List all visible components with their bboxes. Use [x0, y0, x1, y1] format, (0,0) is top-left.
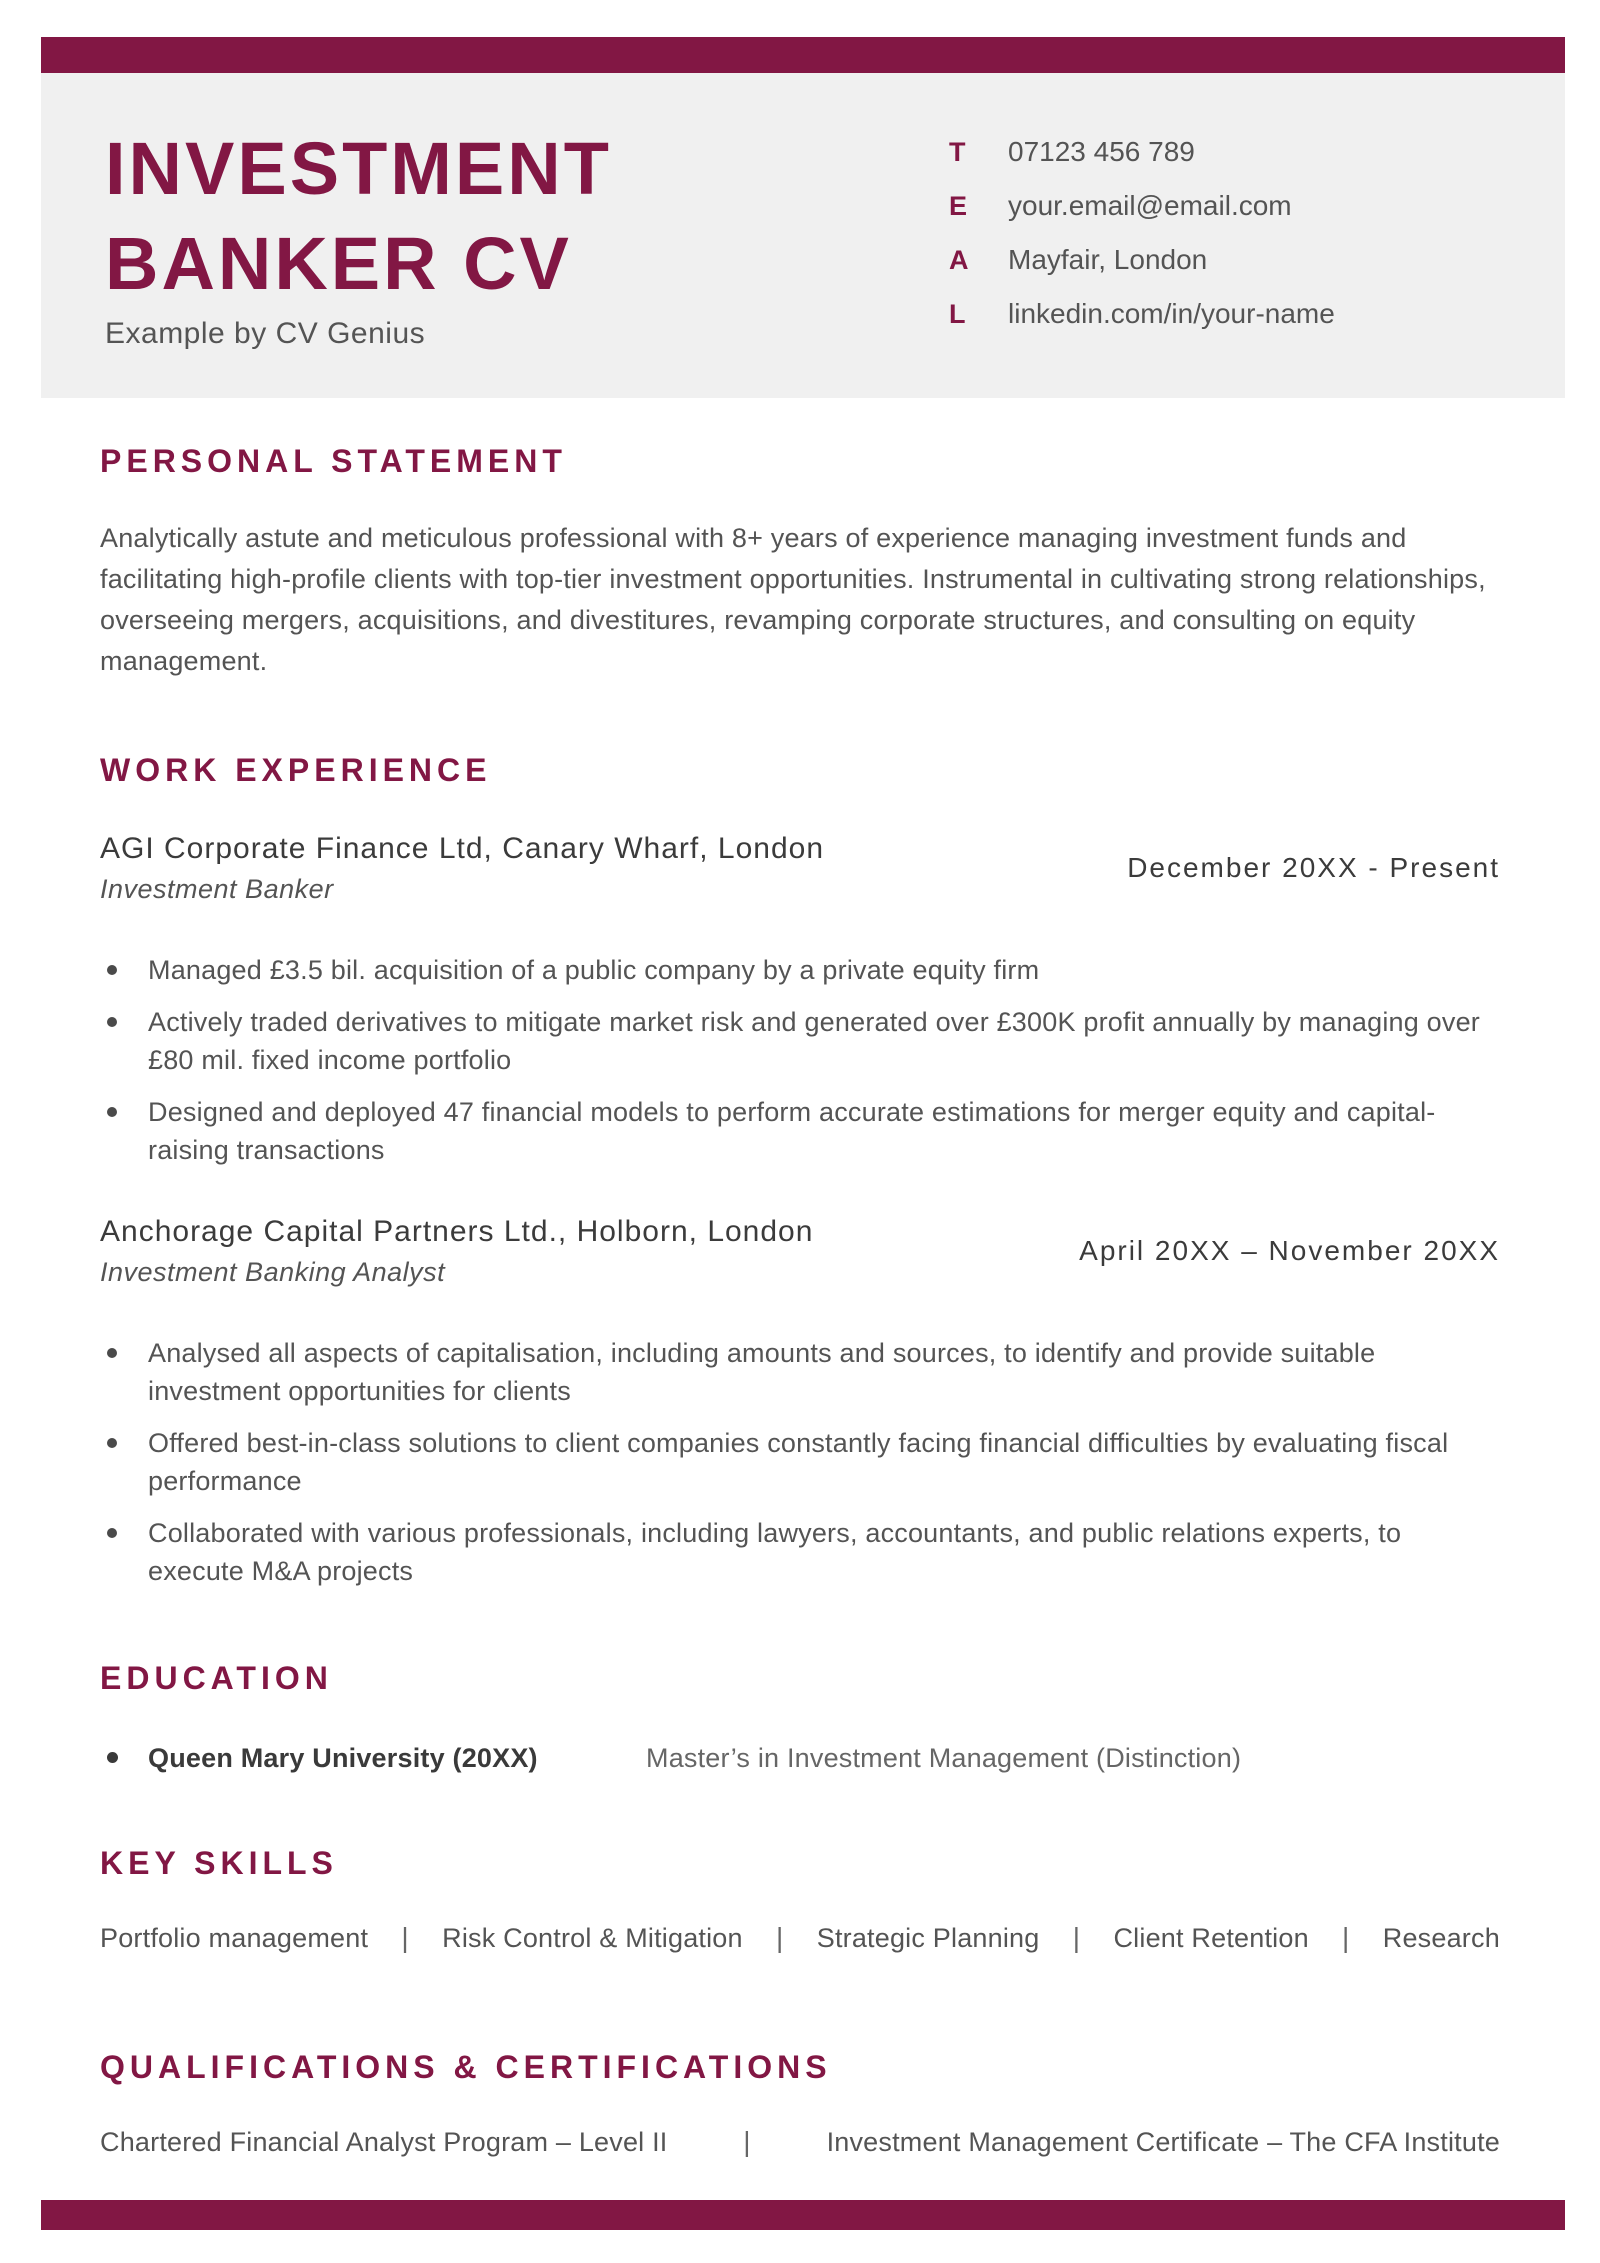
personal-statement-text: Analytically astute and meticulous professional with 8+ years of experience managing investment funds and facilitating high-profile clients with top-tier investment opportunities. Instrumental in cultivating strong relationships, overseeing mergers, acquisitions, and divestitures, revamping corporate structures, and consulting on equity management. [100, 523, 1486, 676]
job-header [100, 831, 1500, 905]
section-qualifications [100, 2046, 1500, 2159]
section-personal-statement [100, 440, 1500, 682]
qualification-item: Investment Management Certificate – The CFA Institute [826, 2127, 1500, 2157]
contact-list [949, 135, 1335, 351]
contact-value: Mayfair, London [1008, 244, 1208, 275]
bullet-item: Analysed all aspects of capitalisation, including amounts and sources, to identify and provide suitable investment opportunities for clients [100, 1334, 1500, 1410]
skill-item: Client Retention [1113, 1923, 1309, 1953]
job-role: Investment Banker [100, 874, 334, 904]
contact-row [949, 189, 1335, 223]
section-work-experience [100, 749, 1500, 1590]
education-institution: Queen Mary University (20XX) [148, 1743, 538, 1773]
bullet-item: Actively traded derivatives to mitigate market risk and generated over £300K profit annually by managing over £80 mil. fixed income portfolio [100, 1003, 1500, 1079]
qualifications-heading: QUALIFICATIONS & CERTIFICATIONS [100, 2049, 832, 2085]
qualification-item: Chartered Financial Analyst Program – Level II [100, 2127, 668, 2157]
bullet-item: Managed £3.5 bil. acquisition of a public company by a private equity firm [100, 951, 1500, 989]
key-skills-list [100, 1921, 1500, 1955]
contact-label: A [949, 245, 969, 275]
job-title-block [100, 831, 824, 905]
job-entry [100, 831, 1500, 1169]
personal-statement-heading: PERSONAL STATEMENT [100, 443, 567, 479]
qualifications-list [100, 2125, 1500, 2159]
title-line-2: BANKER CV [105, 222, 572, 305]
education-heading: EDUCATION [100, 1660, 333, 1696]
section-key-skills [100, 1842, 1500, 1955]
job-company: Anchorage Capital Partners Ltd., Holborn, London [100, 1215, 814, 1248]
job-company: AGI Corporate Finance Ltd, Canary Wharf, London [100, 832, 825, 865]
contact-value: linkedin.com/in/your-name [1008, 298, 1335, 329]
job-dates: April 20XX – November 20XX [1079, 1235, 1500, 1266]
job-bullets [100, 951, 1500, 1169]
contact-row [949, 297, 1335, 331]
subtitle: Example by CV Genius [105, 317, 426, 350]
job-dates: December 20XX - Present [1127, 852, 1500, 883]
separator: | [401, 1922, 409, 1953]
contact-value: 07123 456 789 [1008, 136, 1195, 167]
separator: | [743, 2126, 751, 2157]
contact-value: your.email@email.com [1008, 190, 1292, 221]
skill-item: Risk Control & Mitigation [442, 1923, 743, 1953]
contact-row [949, 135, 1335, 169]
skill-item: Research [1382, 1923, 1500, 1953]
contact-label: E [949, 191, 968, 221]
header [41, 73, 1565, 398]
contact-label: T [949, 137, 966, 167]
job-bullets [100, 1334, 1500, 1590]
header-title-block [105, 121, 612, 353]
skill-item: Portfolio management [100, 1923, 369, 1953]
jobs-list [100, 831, 1500, 1590]
education-list [100, 1741, 1500, 1775]
contact-row [949, 243, 1335, 277]
title-line-1: INVESTMENT [105, 127, 612, 210]
page-title [105, 121, 612, 311]
separator: | [776, 1922, 784, 1953]
skill-item: Strategic Planning [816, 1923, 1040, 1953]
bullet-item: Offered best-in-class solutions to client companies constantly facing financial difficulties by evaluating fiscal performance [100, 1424, 1500, 1500]
job-title-block [100, 1214, 813, 1288]
job-entry [100, 1214, 1500, 1590]
bullet-item: Designed and deployed 47 financial models to perform accurate estimations for merger equity and capital-raising transactions [100, 1093, 1500, 1169]
separator: | [1342, 1922, 1350, 1953]
top-accent-bar [41, 37, 1565, 73]
section-education [100, 1657, 1500, 1775]
contact-label: L [949, 299, 966, 329]
job-header [100, 1214, 1500, 1288]
separator: | [1072, 1922, 1081, 1953]
bullet-item: Collaborated with various professionals, including lawyers, accountants, and public relations experts, to execute M&A projects [100, 1514, 1500, 1590]
cv-content [100, 440, 1500, 2159]
bottom-accent-bar [41, 2200, 1565, 2230]
education-item [100, 1741, 1500, 1775]
job-role: Investment Banking Analyst [100, 1257, 446, 1287]
key-skills-heading: KEY SKILLS [100, 1845, 338, 1881]
education-degree: Master’s in Investment Management (Distinction) [646, 1743, 1242, 1773]
work-experience-heading: WORK EXPERIENCE [100, 752, 492, 788]
